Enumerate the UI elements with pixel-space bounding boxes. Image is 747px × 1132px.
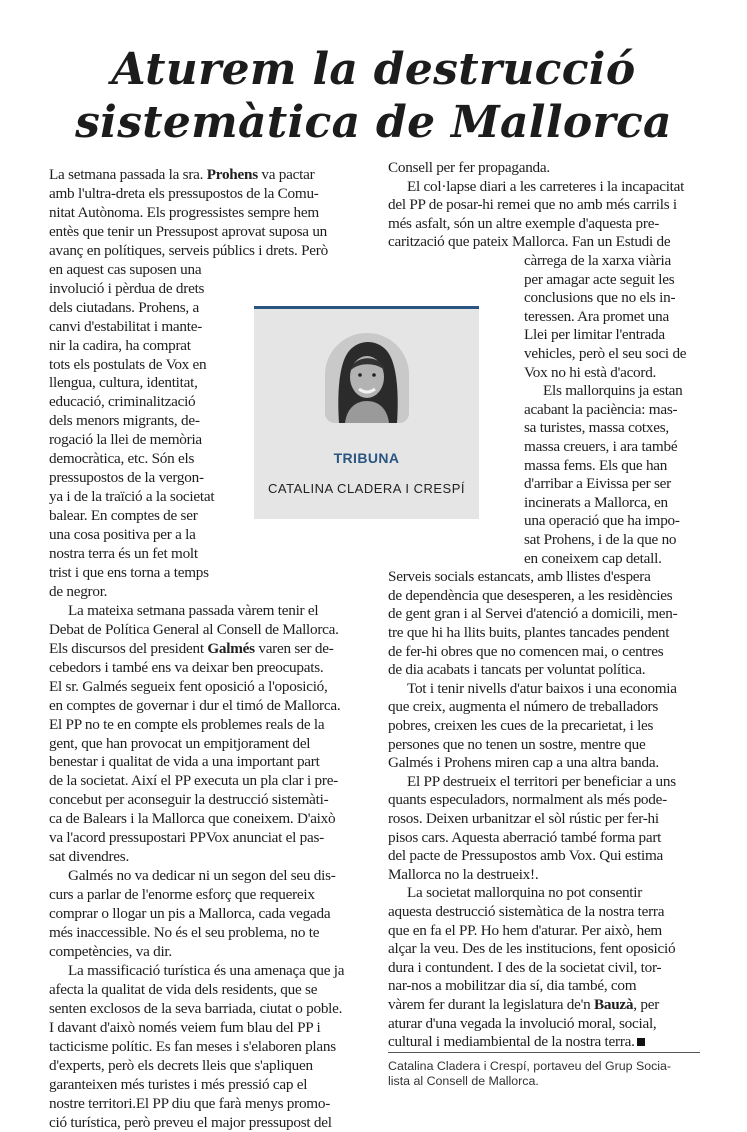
text-line: en coneixem cap detall. [524, 550, 662, 569]
text-line: teressen. Ara promet una [524, 308, 669, 327]
text-line: cultural i mediambiental de la nostra terra. [388, 1033, 645, 1052]
section-label: TRIBUNA [254, 450, 479, 466]
text-line: dels ciutadans. Prohens, a [49, 299, 199, 318]
text-line: de negror. [49, 583, 107, 602]
text-line: benestar i qualitat de vida a una important part [49, 753, 320, 772]
text-line: curs a parlar de l'enorme esforç que requereix [49, 886, 315, 905]
text-line: El sr. Galmés segueix fent oposició a l'oposició, [49, 678, 328, 697]
text-line: concebut per aconseguir la destrucció sistemàti- [49, 791, 328, 810]
text-line: tacticisme polític. Es fan meses i s'elaboren plans [49, 1038, 336, 1057]
text-line: senten exclosos de la seva barriada, ciutat o poble. [49, 1000, 342, 1019]
text-line: La massificació turística és una amenaça que ja [49, 962, 344, 981]
text-line: nitat Autònoma. Els progressistes sempre hem [49, 204, 319, 223]
text-line: nir la cadira, ha comprat [49, 337, 191, 356]
text-line: en comptes de governar i dur el timó de Mallorca. [49, 697, 340, 716]
text-line: tots els postulats de Vox en [49, 356, 206, 375]
text-line: Els mallorquins ja estan [524, 382, 683, 401]
tribuna-box [254, 306, 479, 519]
text-line: de dia acabats i tancats per voluntat política. [388, 661, 645, 680]
end-of-article-mark [637, 1038, 645, 1046]
text-line: democràtica, etc. Són els [49, 450, 194, 469]
text-line: entès que tenir un Pressupost aprovat suposa un [49, 223, 327, 242]
text-line: Mallorca no la destrueix!. [388, 866, 538, 885]
text-line: Galmés i Prohens miren cap a una altra banda. [388, 754, 659, 773]
text-line: Els discursos del president Galmés varen ser de- [49, 640, 334, 659]
text-line: comprar o llogar un pis a Mallorca, cada vegada [49, 905, 330, 924]
caption-divider [388, 1052, 700, 1053]
text-line: pressupostos de la vergon- [49, 469, 204, 488]
text-line: dels menors migrants, de- [49, 412, 200, 431]
text-line: educació, criminalització [49, 393, 195, 412]
text-line: Vox no hi està d'acord. [524, 364, 656, 383]
headline-line-2: sistemàtica de Mallorca [0, 96, 747, 149]
text-line: nostra terra és un fet molt [49, 545, 198, 564]
text-line: acabant la paciència: mas- [524, 401, 677, 420]
text-line: La setmana passada la sra. Prohens va pactar [49, 166, 314, 185]
text-line: de dependència que desesperen, a les residències [388, 587, 672, 606]
text-line: nostre territori.El PP diu que farà menys promo- [49, 1095, 330, 1114]
text-line: d'experts, però els decrets lleis que s'apliquen [49, 1057, 313, 1076]
text-line: una cosa positiva per a la [49, 526, 196, 545]
text-line: que creix, augmenta el número de treballadors [388, 698, 658, 717]
text-line: càrrega de la xarxa viària [524, 252, 671, 271]
text-line: involució i pèrdua de drets [49, 280, 204, 299]
text-line: de fer-hi obres que no comencen mai, o centres [388, 643, 663, 662]
text-line: persones que no tenen un sostre, mentre que [388, 736, 646, 755]
text-line: va l'acord pressupostari PPVox anunciat el pas- [49, 829, 324, 848]
text-line: de la societat. Així el PP executa un pla clar i pre- [49, 772, 338, 791]
text-line: trist i que ens torna a temps [49, 564, 209, 583]
text-line: La mateixa setmana passada vàrem tenir el [49, 602, 318, 621]
text-line: canvi d'estabilitat i mante- [49, 318, 202, 337]
text-line: alçar la veu. Des de les institucions, fent oposició [388, 940, 675, 959]
text-line: llengua, cultura, identitat, [49, 374, 198, 393]
text-line: tre que hi ha llits buits, plantes tancades pendent [388, 624, 669, 643]
text-line: cebedors i també ens va deixar ben preocupats. [49, 659, 323, 678]
text-line: ca de Balears i la Mallorca que coneixem. D'això [49, 810, 335, 829]
text-line: afecta la qualitat de vida dels residents, que se [49, 981, 317, 1000]
text-line: pisos cars. Aquesta aberració també forma part [388, 829, 661, 848]
text-line: massa fems. Els que han [524, 457, 667, 476]
headline [0, 43, 747, 149]
text-line: del PP de posar-hi remei que no amb més carrils i [388, 196, 677, 215]
text-line: rosos. Deixen urbanitzar el sòl rústic per fer-hi [388, 810, 659, 829]
text-line: El PP no te en compte els problemes reals de la [49, 716, 324, 735]
author-bio-line: Catalina Cladera i Crespí, portaveu del Grup Socia- [388, 1059, 671, 1074]
text-line: avanç en polítiques, serveis públics i drets. Però [49, 242, 328, 261]
text-line: sat Prohens, i de la que no [524, 531, 676, 550]
text-line: Llei per limitar l'entrada [524, 326, 665, 345]
text-line: quants especuladors, normalment als més pode- [388, 791, 667, 810]
text-line: vàrem fer durant la legislatura de'n Bauzà, per [388, 996, 659, 1015]
text-line: Tot i tenir nivells d'atur baixos i una economia [388, 680, 677, 699]
text-line: I davant d'això només veiem fum blau del PP i [49, 1019, 320, 1038]
text-line: aquesta destrucció sistemàtica de la nostra terra [388, 903, 664, 922]
text-line: que en fa el PP. Ho hem d'aturar. Per això, hem [388, 922, 662, 941]
text-line: en aquest cas suposen una [49, 261, 201, 280]
text-line: aturar d'una vegada la involució moral, social, [388, 1015, 656, 1034]
text-line: sa turistes, massa cotxes, [524, 419, 669, 438]
text-line: gent, que han provocat un empitjorament del [49, 735, 310, 754]
author-photo [325, 333, 409, 423]
text-line: Consell per fer propaganda. [388, 159, 550, 178]
headline-line-1: Aturem la destrucció [0, 43, 747, 96]
text-line: una operació que ha impo- [524, 512, 680, 531]
text-line: vehicles, però el seu soci de [524, 345, 686, 364]
text-line: ya i de la traïció a la societat [49, 488, 214, 507]
author-name: CATALINA CLADERA I CRESPÍ [254, 481, 479, 496]
text-line: ció turística, però preveu el major pressupost del [49, 1114, 332, 1132]
text-line: competències, va dir. [49, 943, 172, 962]
text-line: rogació la llei de memòria [49, 431, 202, 450]
text-line: El col·lapse diari a les carreteres i la incapacitat [388, 178, 684, 197]
text-line: conclusions que no els in- [524, 289, 675, 308]
text-line: sat divendres. [49, 848, 129, 867]
text-line: nar-nos a mobilitzar dia sí, dia també, com [388, 977, 636, 996]
text-line: garanteixen més turistes i més pressió cap el [49, 1076, 307, 1095]
text-line: amb l'ultra-dreta els pressupostos de la Comu- [49, 185, 319, 204]
text-line: per amagar acte seguit les [524, 271, 674, 290]
text-line: massa creuers, i ara també [524, 438, 677, 457]
text-line: del pacte de Pressupostos amb Vox. Qui estima [388, 847, 663, 866]
text-line: balear. En comptes de ser [49, 507, 198, 526]
text-line: dura i contundent. I des de la societat civil, tor- [388, 959, 661, 978]
text-line: més asfalt, són un altre exemple d'aquesta pre- [388, 215, 659, 234]
text-line: Galmés no va dedicar ni un segon del seu dis- [49, 867, 336, 886]
text-line: pobres, creixen les cues de la precarietat, i les [388, 717, 653, 736]
text-line: carització que pateix Mallorca. Fan un Estudi de [388, 233, 670, 252]
text-line: incinerats a Mallorca, en [524, 494, 668, 513]
author-bio-line: lista al Consell de Mallorca. [388, 1074, 539, 1089]
text-line: més inaccessible. No és el seu problema, no te [49, 924, 319, 943]
text-line: d'arribar a Eivissa per ser [524, 475, 671, 494]
text-line: La societat mallorquina no pot consentir [388, 884, 642, 903]
text-line: Debat de Política General al Consell de Mallorca. [49, 621, 339, 640]
text-line: El PP destrueix el territori per beneficiar a uns [388, 773, 676, 792]
text-line: de gent gran i al Servei d'atenció a domicili, men- [388, 605, 677, 624]
text-line: Serveis socials estancats, amb llistes d'espera [388, 568, 651, 587]
